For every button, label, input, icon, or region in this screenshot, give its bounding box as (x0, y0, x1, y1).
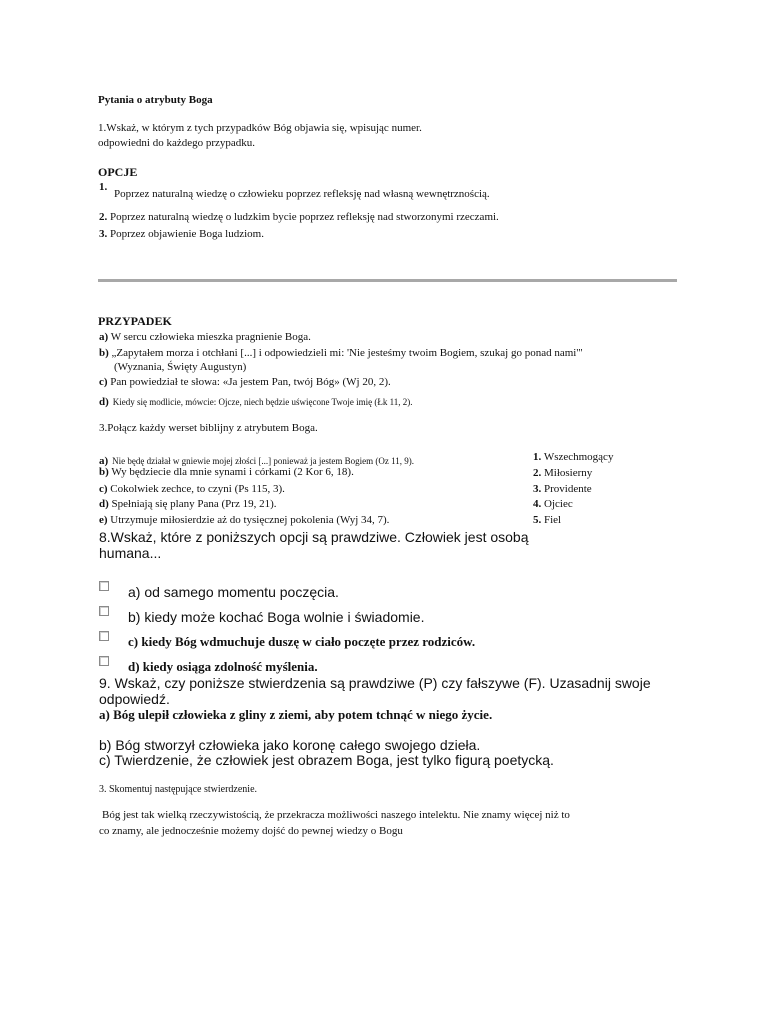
attribute-marker: 5. (533, 514, 542, 526)
option-b-checkbox[interactable] (99, 606, 109, 616)
case-a (99, 331, 311, 343)
option-marker: 3. (99, 228, 108, 240)
option-d-checkbox[interactable] (99, 656, 109, 666)
comment-statement-line-2: co znamy, ale jednocześnie możemy dojść do pewnej wiedzy o Bogu (99, 825, 403, 837)
verse-marker: a) (99, 455, 109, 467)
option-text: Poprzez naturalną wiedzę o ludzkim bycie poprzez refleksję nad stworzonymi rzeczami. (110, 211, 499, 223)
case-marker: d) (99, 396, 109, 408)
verse-c (99, 483, 285, 495)
verse-text: Cokolwiek zechce, to czyni (Ps 115, 3). (110, 483, 285, 495)
question-8-line-2: humana... (99, 545, 162, 561)
question-9-line-2: odpowiedź. (99, 691, 170, 707)
options-heading: OPCJE (98, 165, 138, 179)
attribute-marker: 4. (533, 498, 542, 510)
attribute-4 (533, 498, 573, 510)
statement-b: b) Bóg stworzył człowieka jako koronę całego swojego dzieła. (99, 737, 481, 753)
attribute-text: Providente (544, 483, 592, 495)
case-marker: c) (99, 376, 108, 388)
option-c-checkbox[interactable] (99, 631, 109, 641)
attribute-marker: 2. (533, 467, 542, 479)
attribute-2 (533, 467, 592, 479)
verse-d (99, 498, 277, 510)
attribute-text: Ojciec (544, 498, 573, 510)
attribute-5 (533, 514, 561, 526)
option-marker: 2. (99, 211, 108, 223)
attribute-text: Wszechmogący (543, 451, 614, 463)
option-marker: 1. (99, 181, 108, 193)
comment-statement-line-1: Bóg jest tak wielką rzeczywistością, że przekracza możliwości naszego intelektu. Nie znamy więcej niż to (102, 809, 570, 821)
option-2 (99, 211, 499, 223)
divider (98, 279, 677, 282)
question-8-line-1: 8.Wskaż, które z poniższych opcji są prawdziwe. Człowiek jest osobą (99, 529, 529, 545)
attribute-3 (533, 483, 592, 495)
case-c (99, 376, 391, 388)
verse-b (99, 466, 354, 478)
option-a-checkbox[interactable] (99, 581, 109, 591)
comment-heading: 3. Skomentuj następujące stwierdzenie. (99, 784, 258, 795)
attribute-text: Fiel (544, 514, 562, 526)
verse-text: Nie będę działał w gniewie mojej złości [...] ponieważ ja jestem Bogiem (Oz 11, 9). (112, 456, 414, 466)
case-b-source: (Wyznania, Święty Augustyn) (114, 361, 247, 373)
attribute-text: Miłosierny (544, 467, 593, 479)
option-text: Poprzez objawienie Boga ludziom. (110, 228, 264, 240)
option-b-label: b) kiedy może kochać Boga wolnie i świadomie. (128, 609, 425, 625)
option-c-label: c) kiedy Bóg wdmuchuje duszę w ciało poczęte przez rodziców. (128, 634, 476, 649)
verse-marker: c) (99, 483, 108, 495)
case-text: „Zapytałem morza i otchłani [...] i odpowiedzieli mi: 'Nie jesteśmy twoim Bogiem, szukaj go ponad nami'" (111, 347, 583, 359)
case-b (99, 347, 583, 359)
option-1 (99, 181, 107, 193)
case-d (99, 392, 413, 410)
attribute-marker: 3. (533, 483, 542, 495)
cases-heading: PRZYPADEK (98, 314, 172, 328)
verse-text: Spełniają się plany Pana (Prz 19, 21). (111, 498, 277, 510)
verse-text: Utrzymuje miłosierdzie aż do tysięcznej pokolenia (Wyj 34, 7). (110, 514, 390, 526)
case-marker: a) (99, 331, 109, 343)
case-text: W sercu człowieka mieszka pragnienie Boga. (110, 331, 311, 343)
option-a-label: a) od samego momentu poczęcia. (128, 584, 339, 600)
statement-c: c) Twierdzenie, że człowiek jest obrazem Boga, jest tylko figurą poetycką. (99, 752, 554, 768)
question-3-heading: 3.Połącz każdy werset biblijny z atrybutem Boga. (99, 422, 318, 434)
case-text: Kiedy się modlicie, mówcie: Ojcze, niech będzie uświęcone Twoje imię (Łk 11, 2). (112, 397, 413, 407)
question-1-line-1: 1.Wskaż, w którym z tych przypadków Bóg objawia się, wpisując numer. (98, 122, 422, 134)
attribute-1 (533, 451, 613, 463)
question-9-line-1: 9. Wskaż, czy poniższe stwierdzenia są prawdziwe (P) czy fałszywe (F). Uzasadnij swoje (99, 675, 651, 691)
verse-marker: d) (99, 498, 109, 510)
statement-a: a) Bóg ulepił człowieka z gliny z ziemi, aby potem tchnąć w niego życie. (99, 707, 493, 722)
attribute-marker: 1. (533, 451, 542, 463)
option-1-text: Poprzez naturalną wiedzę o człowieku poprzez refleksję nad własną wewnętrznością. (114, 188, 490, 200)
verse-marker: e) (99, 514, 108, 526)
verse-e (99, 514, 389, 526)
case-text: Pan powiedział te słowa: «Ja jestem Pan, twój Bóg» (Wj 20, 2). (110, 376, 391, 388)
page-title: Pytania o atrybuty Boga (98, 94, 213, 106)
option-3 (99, 228, 264, 240)
question-1-line-2: odpowiedni do każdego przypadku. (98, 137, 256, 149)
verse-text: Wy będziecie dla mnie synami i córkami (2 Kor 6, 18). (111, 466, 354, 478)
case-marker: b) (99, 347, 109, 359)
verse-marker: b) (99, 466, 109, 478)
option-d-label: d) kiedy osiąga zdolność myślenia. (128, 659, 318, 674)
